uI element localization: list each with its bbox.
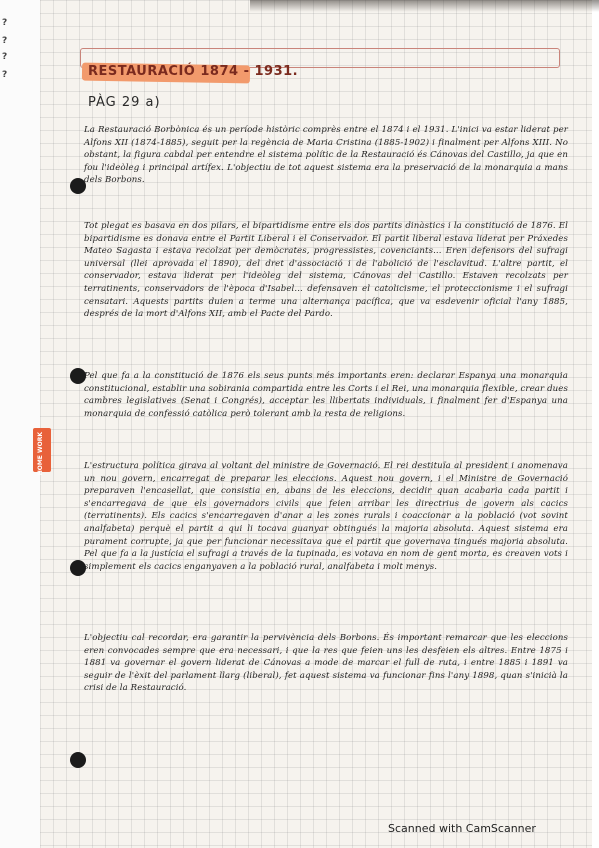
left-margin-strip xyxy=(0,0,40,848)
paragraph-1: La Restauració Borbònica és un període històric comprès entre el 1874 i el 1931. L'inici va estar liderat per Alfons XII (1874-1885), seguit per la regència de Maria Cristina (1885-1902) i finalment per Alfons XIII. No obstant, la figura cabdal per entendre el sistema polític de la Restauració és Cánovas del Castillo, ja que en fou l'ideòleg i principal artífex. L'objectiu de tot aquest sistema era la preservació de la monarquia a mans dels Borbons. xyxy=(84,125,568,186)
paragraph-2: Tot plegat es basava en dos pilars, el bipartidisme entre els dos partits dinàstics i la constitució de 1876. El bipartidisme es donava entre el Partit Liberal i el Conservador. El partit liberal estava liderat per Práxedes Mateo Sagasta i estava recolzat per demòcrates, progressistes, covenciants... Eren defensors del sufragi universal (llei aprovada el 1890), del dret d'associació i de l'abolició de l'esclavitud. L'altre partit, el conservador, estava liderat per l'ideòleg del sistema, Cánovas del Castillo. Estaven recolzats per terratinents, conservadors de l'època d'Isabel... defensaven el catolicisme, el proteccionisme i el sufragi censatari. Aquests partits duien a terme una alternança pacífica, que va esdevenir oficial l'any 1885, després de la mort d'Alfons XII, amb el Pacte del Pardo. xyxy=(84,221,568,320)
side-tab-label: HOME WORK xyxy=(37,432,44,476)
margin-mark: ? xyxy=(2,70,8,80)
binder-hole xyxy=(70,752,86,768)
page-title: RESTAURACIÓ 1874 - 1931. xyxy=(88,64,299,79)
margin-mark: ? xyxy=(2,18,8,28)
scan-shadow xyxy=(250,0,599,12)
margin-mark: ? xyxy=(2,36,8,46)
homework-side-tab xyxy=(33,428,51,476)
margin-mark: ? xyxy=(2,52,8,62)
page-subtitle: PÀG 29 a) xyxy=(88,95,161,110)
scanner-watermark: Scanned with CamScanner xyxy=(388,822,536,835)
paragraph-3: Pel que fa a la constitució de 1876 els seus punts més importants eren: declarar Espanya una monarquia constitucional, establir una sobirania compartida entre les Corts i el Rei, una monarquia flexible, crear dues cambres legislatives (Senat i Congrés), acceptar les llibertats individuals, i finalment fer d'Espanya una monarquia de confessió catòlica però tolerant amb la resta de religions. xyxy=(84,371,568,419)
paragraph-5: L'objectiu cal recordar, era garantir la pervivència dels Borbons. És important remarcar que les eleccions eren convocades sempre que era necessari, i que la res que feien uns les desfeien els altres. Entre 1875 i 1881 va governar el govern liderat de Cánovas a mode de marcar el full de ruta, i entre 1885 i 1891 va seguir de l'èxit del parlament llarg (liberal), fet aquest sistema va funcionar fins l'any 1898, quan s'inicià la crisi de la Restauració. xyxy=(84,633,568,694)
paragraph-4: L'estructura política girava al voltant del ministre de Governació. El rei destituïa al president i anomenava un nou govern, encarregat de preparar les eleccions. Aquest nou govern, i el Ministre de Governació preparaven l'encasellat, que consistia en, abans de les eleccions, decidir quan acabaria cada partit i s'encarregava de que els governadors civils que feien arribar les directrius de govern als cacics (terratinents). Els cacics s'encarregaven d'anar a les zones rurals i coaccionar a la població (vot sovint analfabeta) perquè el partit a qui li tocava guanyar obtingués la majoria absoluta. Aquest sistema era purament corrupte, ja que per funcionar necessitava que el partit que governava tingués majoria absoluta. Pel que fa a la justícia el sufragi a través de la tupinada, es votava en nom de gent morta, es creaven vots i simplement els cacics enganyaven a la població rural, analfabeta i molt menys. xyxy=(84,461,568,572)
